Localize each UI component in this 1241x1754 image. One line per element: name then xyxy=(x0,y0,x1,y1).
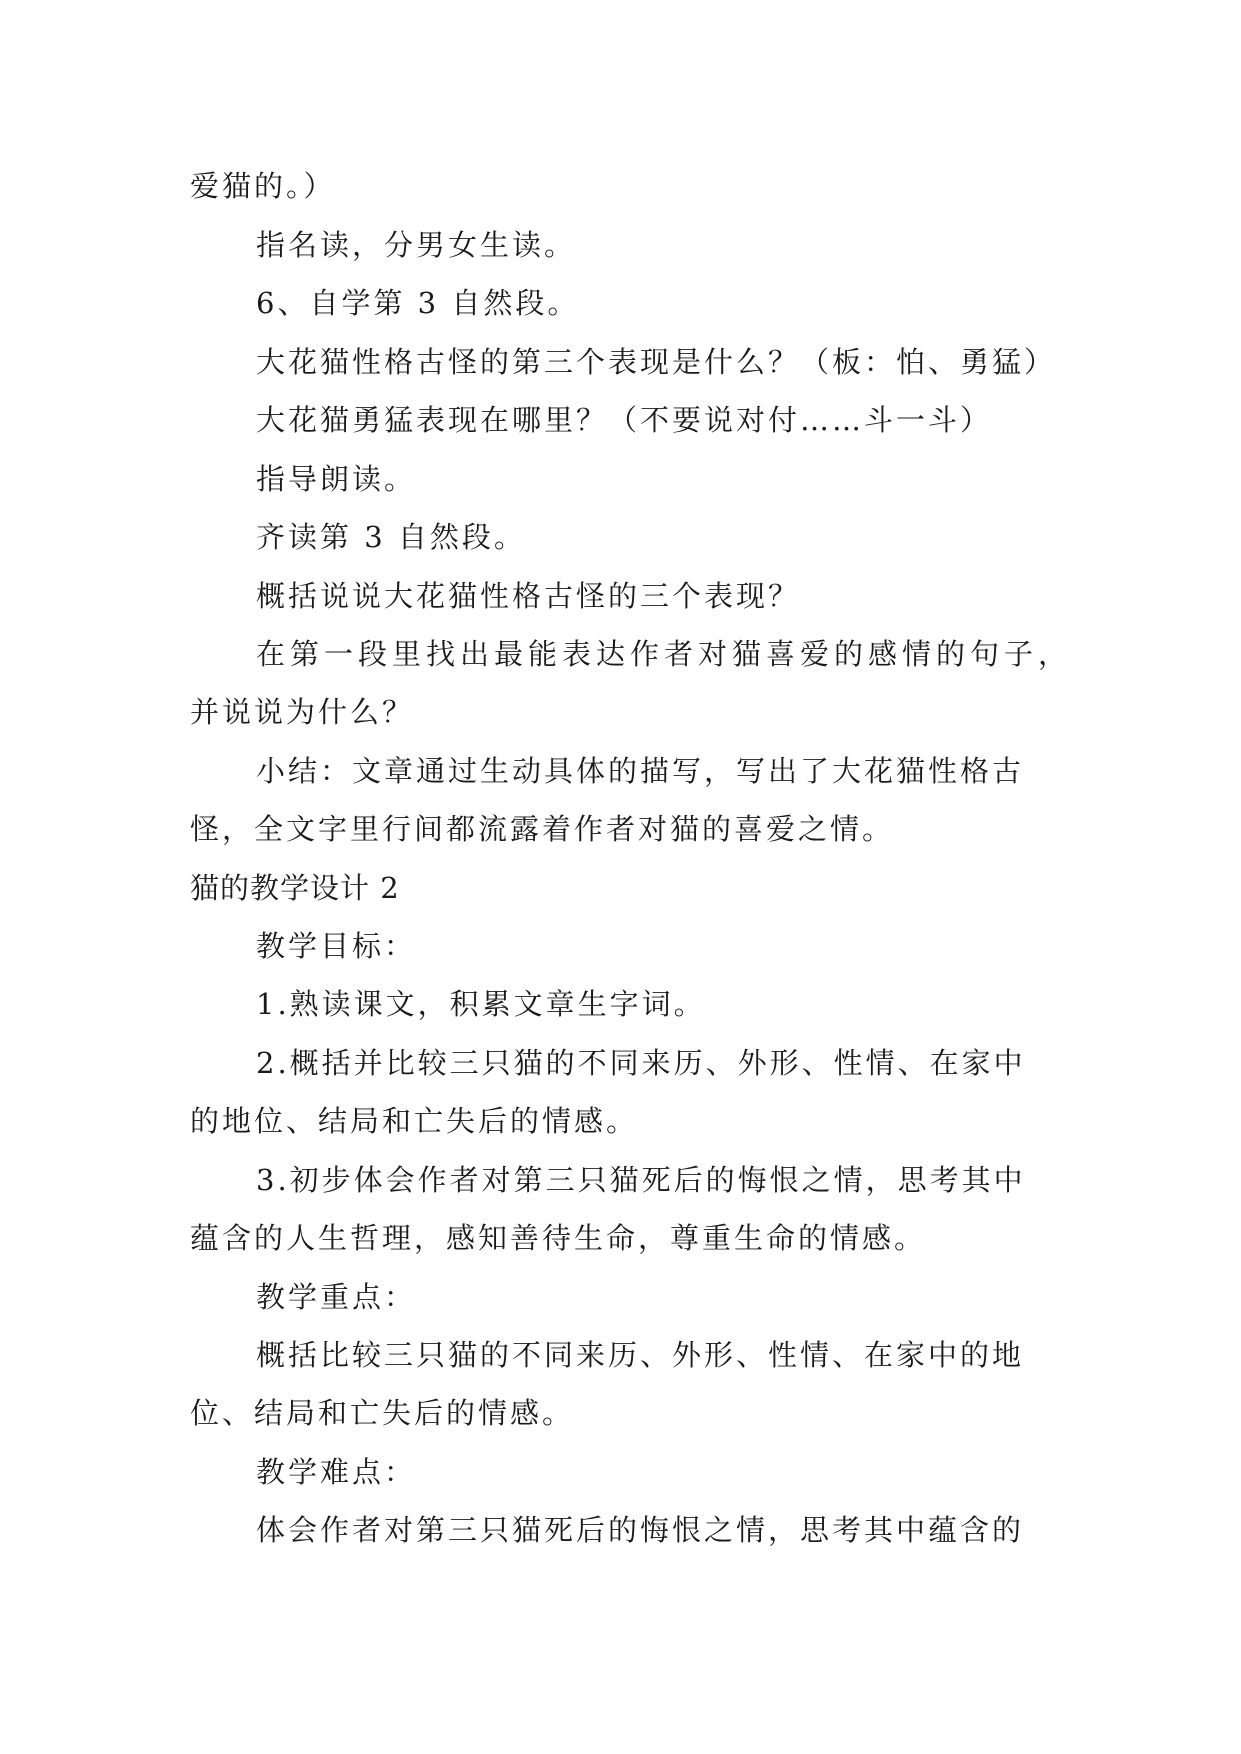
paragraph-line: 大花猫性格古怪的第三个表现是什么？（板：怕、勇猛） xyxy=(256,345,1057,379)
paragraph-line: 教学目标： xyxy=(256,929,417,963)
paragraph-line: 齐读第 3 自然段。 xyxy=(256,520,526,554)
paragraph-line: 大花猫勇猛表现在哪里？（不要说对付……斗一斗） xyxy=(256,403,993,437)
paragraph-line: 位、结局和亡失后的情感。 xyxy=(190,1396,575,1430)
paragraph-line: 并说说为什么？ xyxy=(190,695,415,729)
paragraph-line: 蕴含的人生哲理，感知善待生命，尊重生命的情感。 xyxy=(190,1221,927,1255)
paragraph-line: 指名读，分男女生读。 xyxy=(256,228,577,262)
section-title: 猫的教学设计 2 xyxy=(190,871,400,905)
paragraph-line: 教学难点： xyxy=(256,1455,417,1489)
paragraph-line: 指导朗读。 xyxy=(256,462,417,496)
paragraph-line: 2.概括并比较三只猫的不同来历、外形、性情、在家中 xyxy=(256,1046,1026,1080)
paragraph-line: 概括比较三只猫的不同来历、外形、性情、在家中的地 xyxy=(256,1338,1025,1372)
paragraph-line: 教学重点： xyxy=(256,1280,417,1314)
paragraph-line: 爱猫的。） xyxy=(190,169,336,203)
paragraph-line: 3.初步体会作者对第三只猫死后的悔恨之情，思考其中 xyxy=(256,1163,1026,1197)
paragraph-line: 1.熟读课文，积累文章生字词。 xyxy=(256,987,706,1021)
paragraph-line: 6、自学第 3 自然段。 xyxy=(256,286,580,320)
paragraph-line: 的地位、结局和亡失后的情感。 xyxy=(190,1104,639,1138)
paragraph-line: 在第一段里找出最能表达作者对猫喜爱的感情的句子， xyxy=(256,637,1073,671)
paragraph-line: 概括说说大花猫性格古怪的三个表现？ xyxy=(256,579,801,613)
paragraph-line: 怪，全文字里行间都流露着作者对猫的喜爱之情。 xyxy=(190,812,895,846)
paragraph-line: 体会作者对第三只猫死后的悔恨之情，思考其中蕴含的 xyxy=(256,1513,1025,1547)
paragraph-line: 小结：文章通过生动具体的描写，写出了大花猫性格古 xyxy=(256,754,1025,788)
